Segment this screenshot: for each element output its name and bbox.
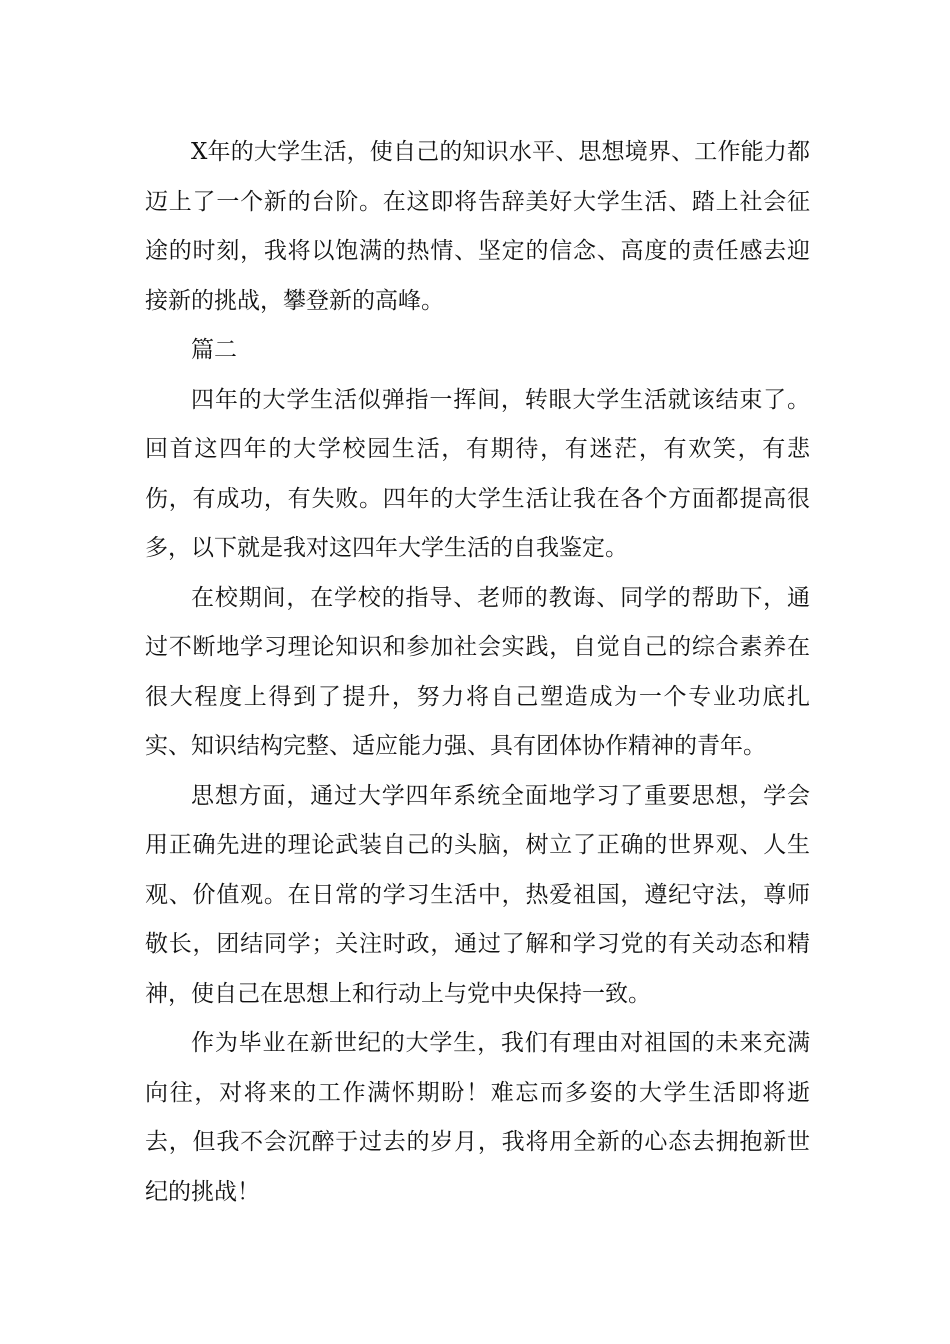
- document-body: [145, 128, 810, 1217]
- section-heading: 篇二: [191, 337, 237, 363]
- paragraph-overview: 四年的大学生活似弹指一挥间，转眼大学生活就该结束了。回首这四年的大学校园生活，有期待，有迷茫，有欢笑，有悲伤，有成功，有失败。四年的大学生活让我在各个方面都提高很多，以下就是我对这四年大学生活的自我鉴定。: [145, 386, 810, 561]
- paragraph-ideology: 思想方面，通过大学四年系统全面地学习了重要思想，学会用正确先进的理论武装自己的头脑，树立了正确的世界观、人生观、价值观。在日常的学习生活中，热爱祖国，遵纪守法，尊师敬长，团结同学；关注时政，通过了解和学习党的有关动态和精神，使自己在思想上和行动上与党中央保持一致。: [145, 782, 810, 1007]
- paragraph-school-period: 在校期间，在学校的指导、老师的教诲、同学的帮助下，通过不断地学习理论知识和参加社会实践，自觉自己的综合素养在很大程度上得到了提升，努力将自己塑造成为一个专业功底扎实、知识结构完整、适应能力强、具有团体协作精神的青年。: [145, 584, 810, 759]
- paragraph-intro: X年的大学生活，使自己的知识水平、思想境界、工作能力都迈上了一个新的台阶。在这即将告辞美好大学生活、踏上社会征途的时刻，我将以饱满的热情、坚定的信念、高度的责任感去迎接新的挑战，攀登新的高峰。: [145, 139, 810, 314]
- paragraph-conclusion: 作为毕业在新世纪的大学生，我们有理由对祖国的未来充满向往，对将来的工作满怀期盼！难忘而多姿的大学生活即将逝去，但我不会沉醉于过去的岁月，我将用全新的心态去拥抱新世纪的挑战！: [145, 1030, 810, 1205]
